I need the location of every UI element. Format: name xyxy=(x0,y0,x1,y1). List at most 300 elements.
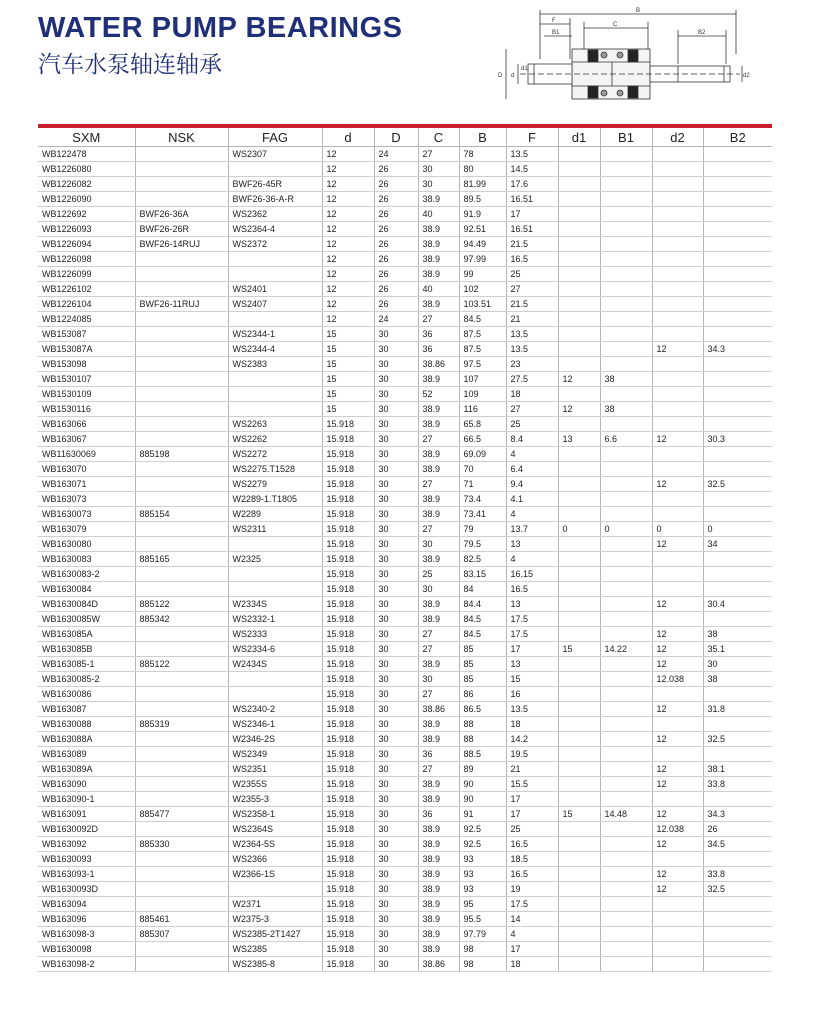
table-cell: 27 xyxy=(418,522,459,537)
table-row xyxy=(38,477,772,492)
table-cell: 94.49 xyxy=(459,237,506,252)
table-cell xyxy=(558,702,600,717)
table-cell: 34 xyxy=(703,537,772,552)
table-row xyxy=(38,732,772,747)
table-cell xyxy=(558,567,600,582)
table-cell: W2289 xyxy=(228,507,322,522)
table-cell: 38.1 xyxy=(703,762,772,777)
table-cell xyxy=(600,222,652,237)
table-cell xyxy=(600,162,652,177)
table-cell: 38.9 xyxy=(418,657,459,672)
table-cell: 38.86 xyxy=(418,357,459,372)
table-cell xyxy=(600,342,652,357)
table-cell xyxy=(703,222,772,237)
table-cell: 38.9 xyxy=(418,777,459,792)
table-cell: 12 xyxy=(652,837,703,852)
table-cell: 17.5 xyxy=(506,897,558,912)
table-row xyxy=(38,447,772,462)
table-cell: 12 xyxy=(322,147,374,162)
table-cell xyxy=(600,657,652,672)
table-cell: 40 xyxy=(418,282,459,297)
table-cell xyxy=(703,192,772,207)
table-cell: W2375-3 xyxy=(228,912,322,927)
table-cell: 14.48 xyxy=(600,807,652,822)
table-cell: 24 xyxy=(374,312,418,327)
table-cell xyxy=(600,747,652,762)
table-cell: 30 xyxy=(374,612,418,627)
table-cell: 26 xyxy=(374,237,418,252)
table-cell: W2371 xyxy=(228,897,322,912)
column-header: D xyxy=(374,128,418,147)
table-cell xyxy=(558,162,600,177)
table-cell: 65.8 xyxy=(459,417,506,432)
table-cell: 15.918 xyxy=(322,762,374,777)
table-cell xyxy=(135,162,228,177)
table-cell: 38.9 xyxy=(418,552,459,567)
table-cell: 32.5 xyxy=(703,477,772,492)
table-cell xyxy=(600,627,652,642)
table-cell xyxy=(652,402,703,417)
table-cell: 15.918 xyxy=(322,897,374,912)
table-row xyxy=(38,252,772,267)
table-cell: 30 xyxy=(374,747,418,762)
table-cell: BWF26-11RUJ xyxy=(135,297,228,312)
table-cell: WS2383 xyxy=(228,357,322,372)
table-cell: WS2279 xyxy=(228,477,322,492)
column-header: FAG xyxy=(228,128,322,147)
table-cell xyxy=(558,222,600,237)
table-cell: 25 xyxy=(418,567,459,582)
table-cell: WB163092 xyxy=(38,837,135,852)
table-cell: 79 xyxy=(459,522,506,537)
table-cell: 93 xyxy=(459,882,506,897)
table-cell xyxy=(135,777,228,792)
table-cell: WB1630073 xyxy=(38,507,135,522)
table-cell xyxy=(600,582,652,597)
table-cell: W2355S xyxy=(228,777,322,792)
table-cell: 30 xyxy=(374,477,418,492)
table-cell xyxy=(652,717,703,732)
table-cell: 38.9 xyxy=(418,297,459,312)
table-cell xyxy=(558,792,600,807)
table-cell: WS2364S xyxy=(228,822,322,837)
table-cell xyxy=(558,582,600,597)
table-cell: 15.918 xyxy=(322,642,374,657)
table-cell: 38.9 xyxy=(418,897,459,912)
table-cell: 885307 xyxy=(135,927,228,942)
table-cell xyxy=(228,672,322,687)
table-cell: 30 xyxy=(374,372,418,387)
table-cell xyxy=(558,477,600,492)
table-cell: 4 xyxy=(506,447,558,462)
table-cell: 36 xyxy=(418,342,459,357)
table-cell xyxy=(652,582,703,597)
table-cell: 15.918 xyxy=(322,882,374,897)
table-cell: 12 xyxy=(652,432,703,447)
table-cell: WB163087 xyxy=(38,702,135,717)
table-cell: 89.5 xyxy=(459,192,506,207)
table-cell: 885319 xyxy=(135,717,228,732)
table-cell: WS2262 xyxy=(228,432,322,447)
table-cell xyxy=(703,372,772,387)
table-cell xyxy=(600,612,652,627)
table-cell: 15.918 xyxy=(322,717,374,732)
diagram-label-d2: d2 xyxy=(743,73,750,79)
table-cell: 84.5 xyxy=(459,627,506,642)
table-cell xyxy=(135,252,228,267)
page-subtitle: 汽车水泵轴连轴承 xyxy=(38,52,222,78)
table-cell xyxy=(558,252,600,267)
table-cell: 885477 xyxy=(135,807,228,822)
table-row xyxy=(38,747,772,762)
column-header: d2 xyxy=(652,128,703,147)
table-cell: 15.918 xyxy=(322,912,374,927)
table-cell: 885342 xyxy=(135,612,228,627)
table-cell: WB1226099 xyxy=(38,267,135,282)
table-cell: W2366-1S xyxy=(228,867,322,882)
table-cell: 27 xyxy=(418,762,459,777)
table-cell xyxy=(652,942,703,957)
table-row xyxy=(38,312,772,327)
table-cell: 13.5 xyxy=(506,147,558,162)
table-cell: 18 xyxy=(506,957,558,972)
table-cell: 15.918 xyxy=(322,462,374,477)
table-cell: 12 xyxy=(652,762,703,777)
table-row xyxy=(38,147,772,162)
table-cell xyxy=(600,882,652,897)
diagram-label-d-inner: d xyxy=(511,73,515,79)
table-cell xyxy=(600,252,652,267)
table-cell xyxy=(703,267,772,282)
table-cell xyxy=(703,492,772,507)
table-cell: 16.51 xyxy=(506,192,558,207)
table-row xyxy=(38,462,772,477)
table-cell xyxy=(558,312,600,327)
table-cell xyxy=(703,177,772,192)
table-row xyxy=(38,522,772,537)
table-cell: 12 xyxy=(652,732,703,747)
table-cell xyxy=(703,402,772,417)
table-cell: 30 xyxy=(374,762,418,777)
table-cell: WS2340-2 xyxy=(228,702,322,717)
table-row xyxy=(38,387,772,402)
table-cell xyxy=(600,552,652,567)
table-cell: 12 xyxy=(322,222,374,237)
table-cell: BWF26-14RUJ xyxy=(135,237,228,252)
table-cell: 30 xyxy=(703,657,772,672)
table-cell: 85 xyxy=(459,657,506,672)
table-cell: WB1630084D xyxy=(38,597,135,612)
table-cell xyxy=(703,957,772,972)
table-cell: 12 xyxy=(652,627,703,642)
table-cell: 18 xyxy=(506,717,558,732)
table-cell: 15.918 xyxy=(322,927,374,942)
table-cell xyxy=(558,387,600,402)
table-cell: 35.1 xyxy=(703,642,772,657)
table-cell xyxy=(135,672,228,687)
table-cell: 70 xyxy=(459,462,506,477)
table-cell xyxy=(558,177,600,192)
table-cell: 15 xyxy=(322,372,374,387)
table-cell: 15.918 xyxy=(322,657,374,672)
table-cell xyxy=(703,747,772,762)
table-cell: 30 xyxy=(374,732,418,747)
table-cell: 30 xyxy=(374,552,418,567)
table-cell: BWF26-26R xyxy=(135,222,228,237)
table-cell: WB1630092D xyxy=(38,822,135,837)
table-cell: 26 xyxy=(703,822,772,837)
table-cell xyxy=(652,552,703,567)
table-cell xyxy=(703,687,772,702)
table-cell: 38.9 xyxy=(418,852,459,867)
table-cell: 88 xyxy=(459,717,506,732)
table-cell: 38.9 xyxy=(418,447,459,462)
table-cell xyxy=(703,552,772,567)
table-cell xyxy=(135,582,228,597)
table-cell xyxy=(600,762,652,777)
column-header: C xyxy=(418,128,459,147)
table-cell xyxy=(600,357,652,372)
table-cell: 17.6 xyxy=(506,177,558,192)
table-cell: WB1630084 xyxy=(38,582,135,597)
table-row xyxy=(38,177,772,192)
table-cell xyxy=(135,567,228,582)
table-cell: 12.038 xyxy=(652,822,703,837)
table-cell: 24 xyxy=(374,147,418,162)
table-cell: 15.918 xyxy=(322,537,374,552)
table-cell: 16.5 xyxy=(506,867,558,882)
table-cell: 38.9 xyxy=(418,597,459,612)
page-title: WATER PUMP BEARINGS xyxy=(38,12,403,44)
table-cell: W2364-5S xyxy=(228,837,322,852)
table-cell: 15.918 xyxy=(322,432,374,447)
table-cell: 13.5 xyxy=(506,702,558,717)
table-cell: WB1226104 xyxy=(38,297,135,312)
table-cell xyxy=(135,312,228,327)
table-cell xyxy=(228,267,322,282)
table-cell: WB153087 xyxy=(38,327,135,342)
table-cell xyxy=(135,372,228,387)
table-cell: WB1630093D xyxy=(38,882,135,897)
table-cell: 18 xyxy=(506,387,558,402)
table-cell: 30 xyxy=(374,807,418,822)
table-cell xyxy=(652,372,703,387)
table-cell: 30 xyxy=(374,672,418,687)
table-cell xyxy=(600,792,652,807)
table-cell: 13 xyxy=(558,432,600,447)
table-cell: WS2332-1 xyxy=(228,612,322,627)
table-cell: 885461 xyxy=(135,912,228,927)
table-cell xyxy=(600,957,652,972)
bearing-diagram xyxy=(488,4,750,120)
table-cell xyxy=(135,852,228,867)
table-cell: W2355-3 xyxy=(228,792,322,807)
table-cell: 15.918 xyxy=(322,867,374,882)
table-cell: WS2351 xyxy=(228,762,322,777)
table-cell: 12 xyxy=(652,342,703,357)
table-cell xyxy=(135,792,228,807)
table-cell: 97.99 xyxy=(459,252,506,267)
table-cell xyxy=(135,282,228,297)
table-cell: W2434S xyxy=(228,657,322,672)
table-cell: 30 xyxy=(374,342,418,357)
table-cell: 12 xyxy=(322,192,374,207)
table-cell xyxy=(558,147,600,162)
table-cell: 0 xyxy=(600,522,652,537)
table-cell: WS2346-1 xyxy=(228,717,322,732)
table-cell: 16.5 xyxy=(506,582,558,597)
table-cell xyxy=(135,477,228,492)
table-cell: 30 xyxy=(374,927,418,942)
table-cell xyxy=(558,462,600,477)
table-cell xyxy=(600,282,652,297)
table-cell: 87.5 xyxy=(459,327,506,342)
table-cell: 15.918 xyxy=(322,792,374,807)
table-cell: 13.5 xyxy=(506,342,558,357)
table-cell xyxy=(703,897,772,912)
table-cell xyxy=(558,417,600,432)
table-cell xyxy=(558,717,600,732)
table-cell: 12 xyxy=(652,657,703,672)
table-cell: WS2333 xyxy=(228,627,322,642)
table-cell: WS2344-4 xyxy=(228,342,322,357)
table-cell xyxy=(558,957,600,972)
table-row xyxy=(38,777,772,792)
table-cell xyxy=(652,282,703,297)
table-cell: 38.9 xyxy=(418,372,459,387)
table-cell: 15.918 xyxy=(322,522,374,537)
table-cell: 31.8 xyxy=(703,702,772,717)
table-cell: 885198 xyxy=(135,447,228,462)
table-cell: 38.9 xyxy=(418,912,459,927)
table-cell: 12 xyxy=(652,597,703,612)
table-cell xyxy=(600,567,652,582)
table-cell: 91.9 xyxy=(459,207,506,222)
table-cell: WS2401 xyxy=(228,282,322,297)
table-cell: 87.5 xyxy=(459,342,506,357)
table-cell: 26 xyxy=(374,267,418,282)
table-cell xyxy=(558,867,600,882)
table-cell xyxy=(652,792,703,807)
table-cell xyxy=(703,417,772,432)
table-cell xyxy=(703,912,772,927)
table-cell: 15 xyxy=(322,402,374,417)
table-cell: 13.7 xyxy=(506,522,558,537)
table-cell: 19 xyxy=(506,882,558,897)
table-cell: WB163091 xyxy=(38,807,135,822)
table-cell: 38.9 xyxy=(418,882,459,897)
table-cell: 99 xyxy=(459,267,506,282)
table-cell: 25 xyxy=(506,267,558,282)
table-cell xyxy=(135,642,228,657)
table-cell: 26 xyxy=(374,162,418,177)
table-cell xyxy=(135,462,228,477)
table-cell: 15.918 xyxy=(322,852,374,867)
table-cell: 26 xyxy=(374,282,418,297)
table-cell xyxy=(558,657,600,672)
table-cell xyxy=(558,852,600,867)
table-row xyxy=(38,852,772,867)
table-cell: 15.918 xyxy=(322,777,374,792)
table-cell: 88.5 xyxy=(459,747,506,762)
table-cell: 15.918 xyxy=(322,732,374,747)
column-header: d1 xyxy=(558,128,600,147)
table-cell xyxy=(703,252,772,267)
table-cell: 13 xyxy=(506,537,558,552)
table-cell: 15.918 xyxy=(322,837,374,852)
table-cell: WB1224085 xyxy=(38,312,135,327)
table-cell xyxy=(558,342,600,357)
table-cell: 26 xyxy=(374,297,418,312)
table-cell: WB1530109 xyxy=(38,387,135,402)
table-row xyxy=(38,657,772,672)
table-cell: 15.918 xyxy=(322,567,374,582)
table-cell: 98 xyxy=(459,957,506,972)
table-row xyxy=(38,942,772,957)
table-cell: 885122 xyxy=(135,597,228,612)
table-cell: 38.9 xyxy=(418,732,459,747)
table-cell: 69.09 xyxy=(459,447,506,462)
table-cell: WB163094 xyxy=(38,897,135,912)
table-cell: 93 xyxy=(459,867,506,882)
bearing-table xyxy=(38,128,772,972)
table-cell: WB163098-3 xyxy=(38,927,135,942)
table-cell xyxy=(558,672,600,687)
table-cell: 92.51 xyxy=(459,222,506,237)
table-cell xyxy=(135,762,228,777)
table-cell: 30 xyxy=(374,627,418,642)
table-row xyxy=(38,717,772,732)
table-cell: 12 xyxy=(558,402,600,417)
table-cell xyxy=(558,732,600,747)
table-cell: 34.3 xyxy=(703,342,772,357)
table-cell xyxy=(600,177,652,192)
table-cell: 90 xyxy=(459,777,506,792)
table-cell: 38.9 xyxy=(418,417,459,432)
table-cell: WS2372 xyxy=(228,237,322,252)
table-cell xyxy=(558,777,600,792)
table-cell: 90 xyxy=(459,792,506,807)
table-cell xyxy=(652,507,703,522)
table-cell: WB1630085W xyxy=(38,612,135,627)
table-cell xyxy=(135,357,228,372)
table-cell: 12 xyxy=(652,702,703,717)
table-cell: 30 xyxy=(374,777,418,792)
table-cell: 52 xyxy=(418,387,459,402)
table-cell xyxy=(600,912,652,927)
table-cell xyxy=(703,327,772,342)
table-cell xyxy=(703,462,772,477)
table-cell: 12 xyxy=(652,642,703,657)
table-cell: 12 xyxy=(652,477,703,492)
table-cell xyxy=(228,582,322,597)
table-cell: 38 xyxy=(703,672,772,687)
table-cell: 12 xyxy=(322,162,374,177)
table-cell: 15.918 xyxy=(322,687,374,702)
table-cell: WB163085B xyxy=(38,642,135,657)
column-header: SXM xyxy=(72,129,101,145)
table-cell: 15 xyxy=(558,642,600,657)
table-cell: 103.51 xyxy=(459,297,506,312)
table-cell xyxy=(600,417,652,432)
table-cell xyxy=(652,162,703,177)
table-cell: 12 xyxy=(322,282,374,297)
table-cell: 12 xyxy=(652,777,703,792)
table-cell: 30 xyxy=(374,402,418,417)
table-row xyxy=(38,597,772,612)
table-row xyxy=(38,762,772,777)
table-cell xyxy=(703,792,772,807)
